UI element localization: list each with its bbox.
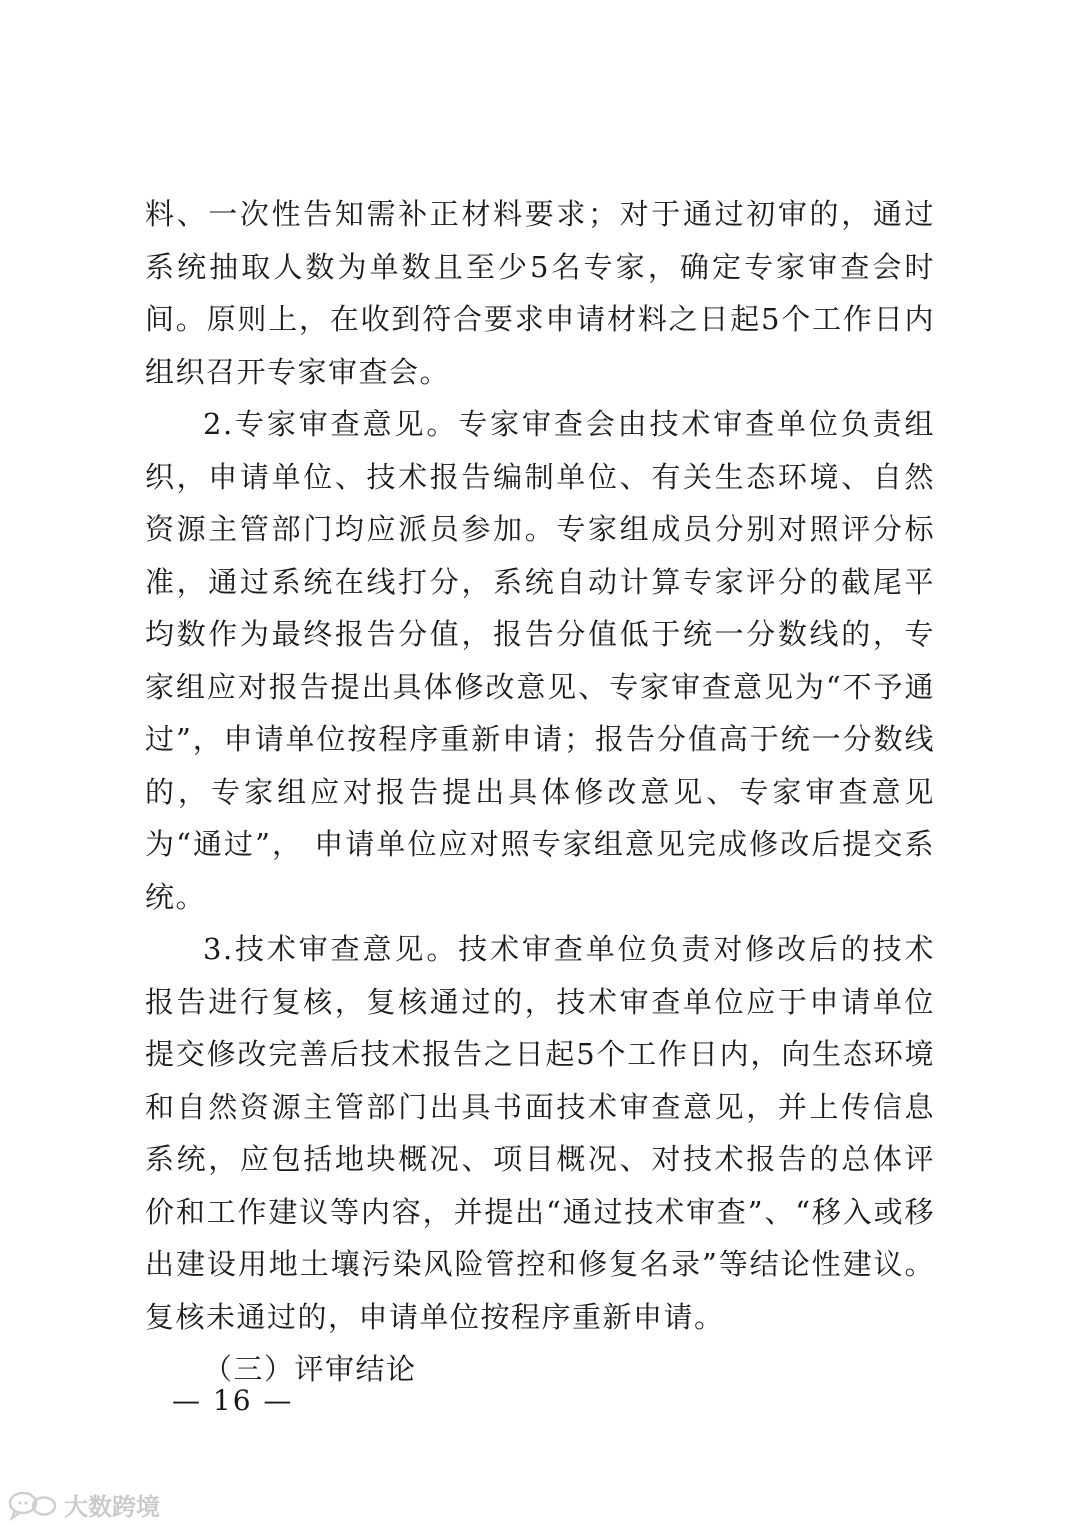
paragraph-technical-review-opinion: 3.技术审查意见。技术审查单位负责对修改后的技术报告进行复核，复核通过的，技术审查单位应于申请单位提交修改完善后技术报告之日起5个工作日内，向生态环境和自然资源主管部门出具书面技术审查意见，并上传信息系统，应包括地块概况、项目概况、对技术报告的总体评价和工作建议等内容，并提出“通过技术审查”、“移入或移出建设用地土壤污染风险管控和修复名录”等结论性建议。复核未通过的，申请单位按程序重新申请。: [145, 932, 935, 1334]
watermark-text: 大数跨境: [64, 1493, 160, 1521]
watermark: [6, 1487, 160, 1522]
paragraph-continuation: 料、一次性告知需补正材料要求；对于通过初审的，通过系统抽取人数为单数且至少5名专家，确定专家审查会时间。原则上，在收到符合要求申请材料之日起5个工作日内组织召开专家审查会。: [145, 197, 935, 389]
document-body: [145, 188, 935, 1396]
chat-bubble-logo-icon: [6, 1489, 60, 1521]
page-number: — 16 —: [172, 1384, 294, 1417]
section-heading-review-conclusion: （三）评审结论: [203, 1352, 417, 1386]
paragraph-expert-review-opinion: 2.专家审查意见。专家审查会由技术审查单位负责组织，申请单位、技术报告编制单位、有关生态环境、自然资源主管部门均应派员参加。专家组成员分别对照评分标准，通过系统在线打分，系统自动计算专家评分的截尾平均数作为最终报告分值，报告分值低于统一分数线的，专家组应对报告提出具体修改意见、专家审查意见为“不予通过”，申请单位按程序重新申请；报告分值高于统一分数线的，专家组应对报告提出具体修改意见、专家审查意见为“通过”， 申请单位应对照专家组意见完成修改后提交系统。: [145, 407, 935, 914]
